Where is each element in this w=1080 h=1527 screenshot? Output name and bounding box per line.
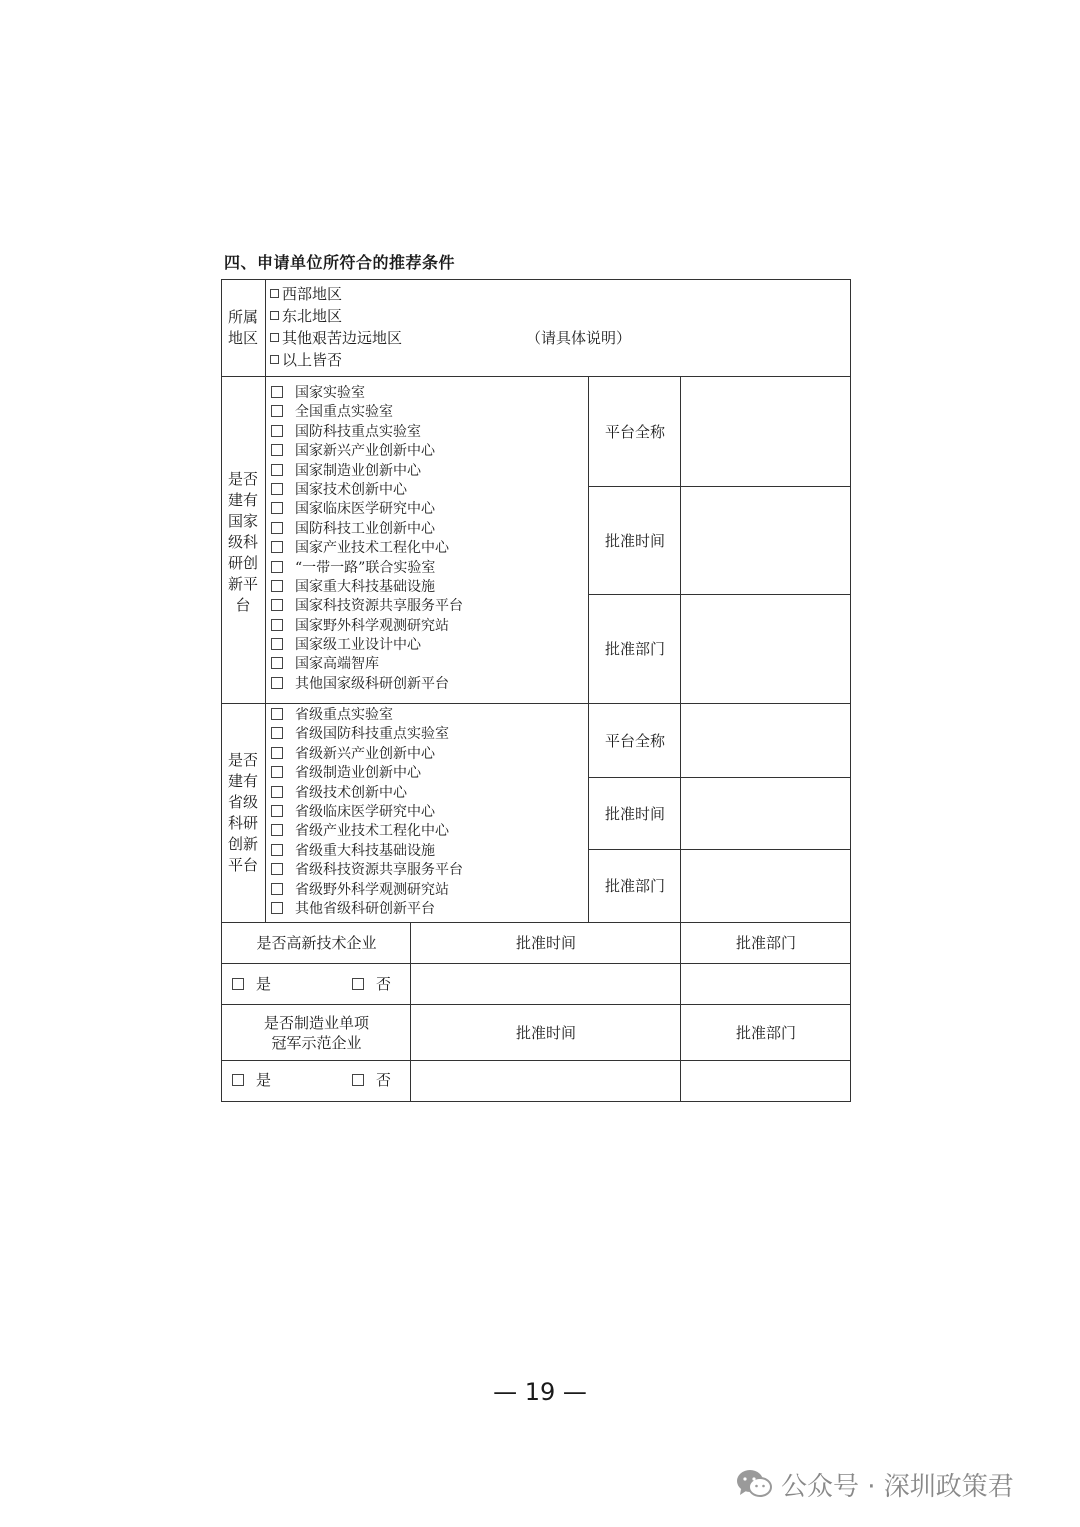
checkbox[interactable] <box>271 425 283 437</box>
list-item[interactable]: 国家高端智库 <box>271 655 463 674</box>
champion-no-option[interactable]: 否 <box>352 1069 391 1091</box>
champion-dept-value[interactable] <box>682 1061 850 1101</box>
checkbox[interactable] <box>271 619 283 631</box>
checkbox[interactable] <box>271 844 283 856</box>
region-label: 所属地区 <box>227 308 258 347</box>
table-border-right <box>850 279 851 1102</box>
champion-label: 是否制造业单项 冠军示范企业 <box>263 1013 369 1052</box>
list-item[interactable]: 省级野外科学观测研究站 <box>271 881 463 900</box>
checkbox[interactable] <box>271 502 283 514</box>
list-item[interactable]: 国家野外科学观测研究站 <box>271 617 463 636</box>
checkbox[interactable] <box>271 464 283 476</box>
champion-time-value[interactable] <box>412 1061 680 1101</box>
provincial-field-dept-value[interactable] <box>682 850 850 922</box>
checkbox[interactable] <box>271 561 283 573</box>
checkbox[interactable] <box>271 580 283 592</box>
list-item[interactable]: 全国重点实验室 <box>271 403 463 422</box>
list-item[interactable]: 省级新兴产业创新中心 <box>271 745 463 764</box>
list-item[interactable]: 国防科技工业创新中心 <box>271 520 463 539</box>
list-item[interactable]: 省级重大科技基础设施 <box>271 842 463 861</box>
checkbox[interactable] <box>271 824 283 836</box>
checkbox[interactable] <box>232 1074 244 1086</box>
region-option-northeast[interactable]: 东北地区 <box>270 305 342 327</box>
checkbox[interactable] <box>271 638 283 650</box>
provincial-field-time: 批准时间 <box>604 804 665 823</box>
list-item[interactable]: 其他省级科研创新平台 <box>271 900 463 919</box>
list-item[interactable]: 省级产业技术工程化中心 <box>271 822 463 841</box>
checkbox[interactable] <box>271 786 283 798</box>
checkbox[interactable] <box>270 289 279 298</box>
list-item[interactable]: 国家新兴产业创新中心 <box>271 442 463 461</box>
list-item[interactable]: 国家科技资源共享服务平台 <box>271 597 463 616</box>
checkbox[interactable] <box>352 978 364 990</box>
table-border-top <box>221 279 851 280</box>
checkbox[interactable] <box>271 386 283 398</box>
checkbox[interactable] <box>271 708 283 720</box>
provincial-platform-list <box>271 706 463 919</box>
section-title: 四、申请单位所符合的推荐条件 <box>224 253 456 272</box>
national-platform-list <box>271 384 463 694</box>
checkbox[interactable] <box>271 747 283 759</box>
checkbox[interactable] <box>271 444 283 456</box>
checkbox[interactable] <box>271 599 283 611</box>
region-option-none[interactable]: 以上皆否 <box>270 349 342 371</box>
hightech-dept-value[interactable] <box>682 964 850 1004</box>
provincial-field-dept: 批准部门 <box>604 877 665 895</box>
list-item[interactable]: 国家重大科技基础设施 <box>271 578 463 597</box>
col-divider <box>588 376 589 922</box>
list-item[interactable]: 省级临床医学研究中心 <box>271 803 463 822</box>
national-field-time: 批准时间 <box>604 531 665 550</box>
list-item[interactable]: 省级国防科技重点实验室 <box>271 725 463 744</box>
provincial-field-name: 平台全称 <box>604 731 665 750</box>
wechat-icon <box>735 1468 773 1500</box>
checkbox[interactable] <box>271 805 283 817</box>
checkbox[interactable] <box>271 483 283 495</box>
region-note: （请具体说明） <box>526 329 632 347</box>
checkbox[interactable] <box>271 883 283 895</box>
champion-col-time: 批准时间 <box>515 1023 576 1042</box>
checkbox[interactable] <box>271 902 283 914</box>
hightech-col-time: 批准时间 <box>515 934 576 952</box>
table-border-left <box>221 279 222 1102</box>
checkbox[interactable] <box>271 657 283 669</box>
region-option-west[interactable]: 西部地区 <box>270 283 342 305</box>
hightech-yes-option[interactable]: 是 <box>232 973 271 995</box>
list-item[interactable]: 省级制造业创新中心 <box>271 764 463 783</box>
list-item[interactable]: 省级重点实验室 <box>271 706 463 725</box>
checkbox[interactable] <box>271 727 283 739</box>
national-field-time-value[interactable] <box>682 487 850 594</box>
champion-yes-option[interactable]: 是 <box>232 1069 271 1091</box>
checkbox[interactable] <box>352 1074 364 1086</box>
checkbox[interactable] <box>270 311 279 320</box>
champion-col-dept: 批准部门 <box>735 1023 796 1042</box>
national-field-name-value[interactable] <box>682 377 850 486</box>
list-item[interactable]: 其他国家级科研创新平台 <box>271 675 463 694</box>
region-option-remote[interactable]: 其他艰苦边远地区 <box>270 327 402 349</box>
page-number: — 19 — <box>493 1378 587 1406</box>
col-divider <box>680 376 681 922</box>
list-item[interactable]: 国家技术创新中心 <box>271 481 463 500</box>
checkbox[interactable] <box>270 355 279 364</box>
col-divider <box>410 922 411 1102</box>
hightech-time-value[interactable] <box>412 964 680 1004</box>
national-field-name: 平台全称 <box>604 422 665 441</box>
col-divider <box>680 922 681 1102</box>
provincial-field-name-value[interactable] <box>682 704 850 777</box>
checkbox[interactable] <box>271 541 283 553</box>
list-item[interactable]: 国家产业技术工程化中心 <box>271 539 463 558</box>
provincial-platform-label: 是否建有省级科研创新平台 <box>227 751 258 874</box>
list-item[interactable]: 国防科技重点实验室 <box>271 423 463 442</box>
national-field-dept: 批准部门 <box>604 640 665 658</box>
recommendation-form-table <box>221 279 851 1102</box>
checkbox[interactable] <box>271 522 283 534</box>
checkbox[interactable] <box>271 863 283 875</box>
hightech-label: 是否高新技术企业 <box>256 934 377 952</box>
watermark <box>735 1462 1014 1506</box>
list-item[interactable]: 省级技术创新中心 <box>271 784 463 803</box>
table-border-bottom <box>221 1101 851 1102</box>
list-item[interactable]: 省级科技资源共享服务平台 <box>271 861 463 880</box>
national-field-dept-value[interactable] <box>682 595 850 703</box>
list-item[interactable]: 国家临床医学研究中心 <box>271 500 463 519</box>
national-platform-label: 是否建有国家级科研创新平台 <box>227 470 258 614</box>
list-item[interactable]: 国家级工业设计中心 <box>271 636 463 655</box>
provincial-field-time-value[interactable] <box>682 778 850 849</box>
checkbox[interactable] <box>271 677 283 689</box>
watermark-text: 公众号 · 深圳政策君 <box>781 1471 1014 1502</box>
list-item[interactable]: “一带一路”联合实验室 <box>271 559 463 578</box>
list-item[interactable]: 国家实验室 <box>271 384 463 403</box>
checkbox[interactable] <box>271 405 283 417</box>
checkbox[interactable] <box>232 978 244 990</box>
hightech-col-dept: 批准部门 <box>735 934 796 952</box>
col-divider <box>265 279 266 922</box>
checkbox[interactable] <box>270 333 279 342</box>
list-item[interactable]: 国家制造业创新中心 <box>271 462 463 481</box>
checkbox[interactable] <box>271 766 283 778</box>
hightech-no-option[interactable]: 否 <box>352 973 391 995</box>
